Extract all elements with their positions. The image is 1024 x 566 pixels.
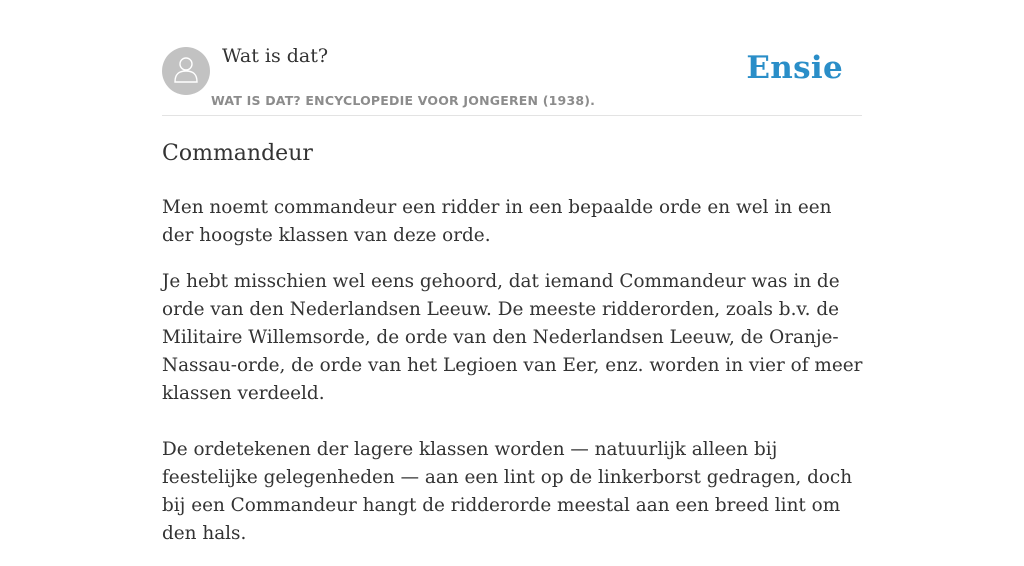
article-paragraph: Men noemt commandeur een ridder in een bepaalde orde en wel in een der hoogste klassen van deze orde. (162, 197, 832, 246)
article-paragraph: Je hebt misschien wel eens gehoord, dat iemand Commandeur was in de orde van den Nederlandsen Leeuw. De meeste ridderorden, zoals b.v. de Militaire Willemsorde, de orde van den Nederlandsen Leeuw, de Oranje-Nassau-orde, de orde van het Legioen van Eer, enz. worden in vier of meer klassen verdeeld. (162, 271, 863, 404)
user-icon (173, 55, 199, 88)
source-header (162, 0, 862, 116)
article-title: Commandeur (162, 141, 313, 166)
source-title[interactable]: Wat is dat? (222, 45, 329, 67)
ensie-logo[interactable]: Ensie (746, 50, 843, 86)
article-paragraph: De ordetekenen der lagere klassen worden — natuurlijk alleen bij feestelijke gelegenheden — aan een lint op de linkerborst gedragen, doch bij een Commandeur hangt de ridderorde meestal aan een breed lint om den hals. (162, 439, 853, 544)
article (162, 138, 867, 566)
source-avatar[interactable] (162, 47, 210, 95)
source-subtitle: WAT IS DAT? ENCYCLOPEDIE VOOR JONGEREN (1938). (211, 93, 596, 108)
